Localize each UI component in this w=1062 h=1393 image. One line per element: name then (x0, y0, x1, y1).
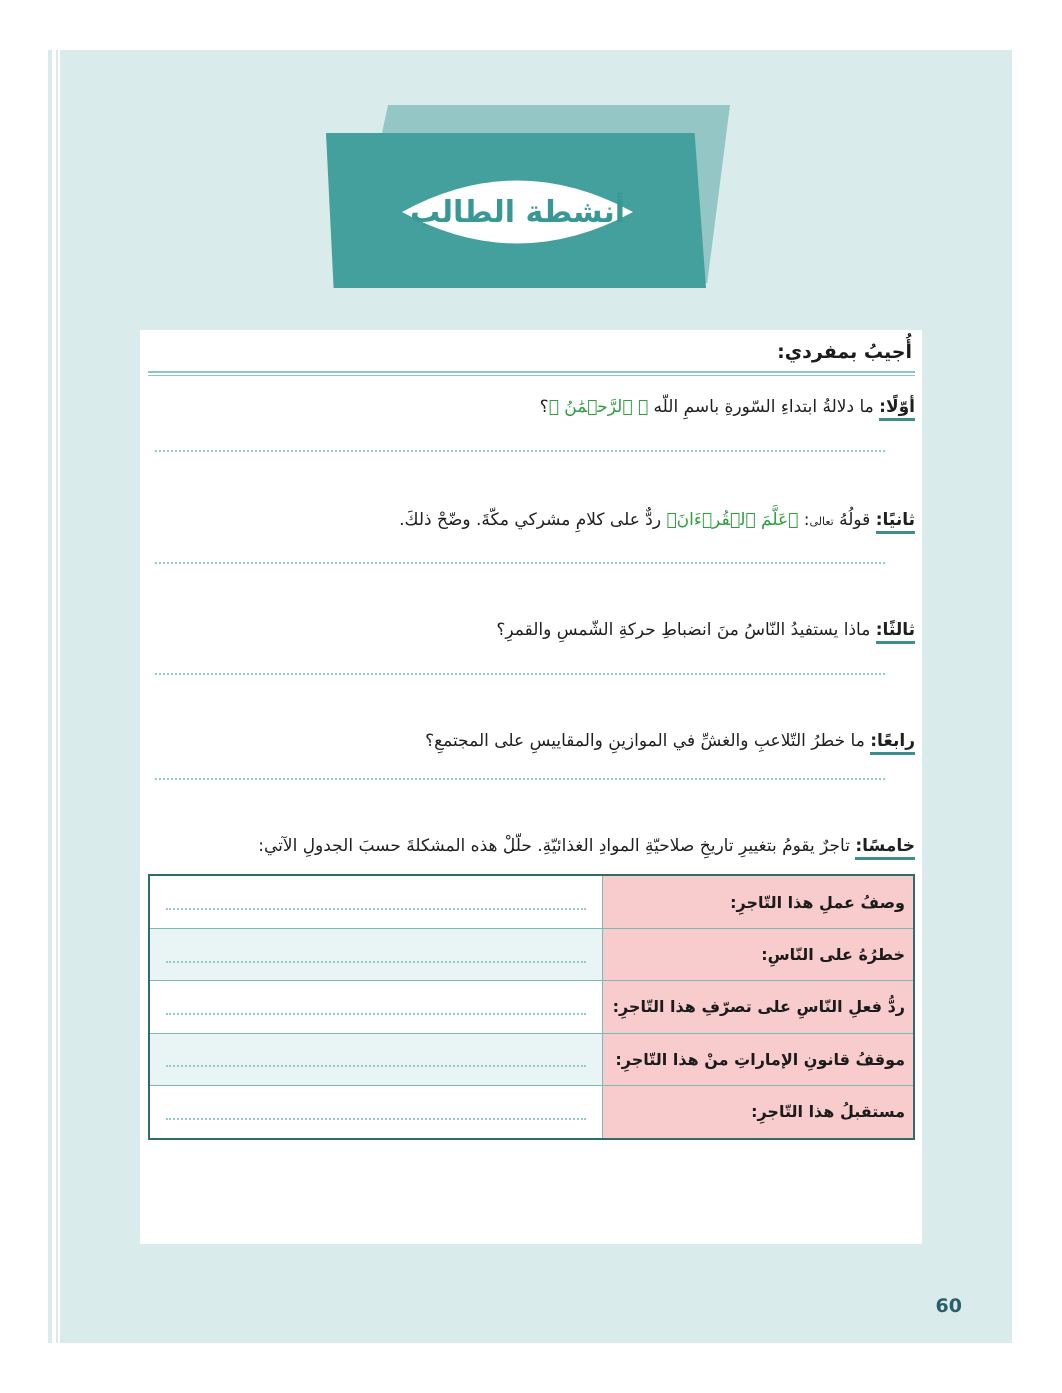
table-row-label: وصفُ عملِ هذا التّاجرِ: (603, 875, 915, 929)
question-number: رابعًا: (870, 731, 915, 755)
question-text: تاجرٌ يقومُ بتغييرِ تاريخِ صلاحيّةِ الموادِ الغذائيّةِ. حلّلْ هذه المشكلةَ حسبَ الجدولِ الآتي: (258, 836, 856, 856)
answer-line-4[interactable] (155, 778, 885, 780)
table-answer-cell[interactable] (149, 1033, 603, 1085)
honorific: تعالى (809, 515, 834, 528)
heading-divider (148, 375, 915, 376)
table-row (149, 1033, 914, 1085)
banner-title: أنشطة الطالب (410, 194, 625, 230)
answer-dotted-line (166, 1118, 586, 1120)
page-edge-stripe (56, 50, 58, 1343)
table-row-label: خطرُهُ على النّاسِ: (603, 929, 915, 981)
table-row-label: موقفُ قانونِ الإماراتِ منْ هذا التّاجرِ: (603, 1033, 915, 1085)
page-number: 60 (935, 1295, 962, 1317)
answer-dotted-line (166, 908, 586, 910)
question-text: قولُهُ (833, 510, 876, 530)
question-text: ردٌّ على كلامِ مشركي مكّةَ. وضّحْ ذلكَ. (399, 510, 667, 530)
answer-dotted-line (166, 1013, 586, 1015)
quran-verse: ﴿عَلَّمَ ٱلۡقُرۡءَانَ﴾ (666, 510, 799, 530)
answer-line-1[interactable] (155, 450, 885, 452)
table-answer-cell[interactable] (149, 929, 603, 981)
question-4 (425, 731, 915, 751)
question-number: ثالثًا: (876, 620, 915, 644)
question-text: ما دلالةُ ابتداءِ السّورةِ باسمِ اللّه (648, 397, 880, 417)
question-text: ما خطرُ التّلاعبِ والغشِّ في الموازينِ والمقاييسِ على المجتمعِ؟ (425, 731, 871, 751)
question-text: ؟ (539, 397, 549, 417)
table-row-label: ردُّ فعلِ النّاسِ على تصرّفِ هذا التّاجرِ: (603, 981, 915, 1033)
question-text: : (798, 510, 810, 530)
question-number: أوّلًا: (879, 397, 915, 421)
activities-banner (320, 105, 740, 295)
question-2 (399, 510, 915, 530)
answer-line-3[interactable] (155, 673, 885, 675)
table-row (149, 1085, 914, 1139)
question-number: ثانيًا: (876, 510, 915, 534)
question-1 (540, 397, 915, 417)
table-answer-cell[interactable] (149, 1085, 603, 1139)
table-row (149, 981, 914, 1033)
question-3 (496, 620, 915, 640)
section-heading: أُجيبُ بمفردي: (777, 341, 912, 363)
answer-dotted-line (166, 961, 586, 963)
table-row (149, 875, 914, 929)
page-edge-stripe (48, 50, 52, 1343)
quran-verse: ﴿ ٱلرَّحۡمَٰنُ ﴾ (548, 397, 649, 417)
heading-divider (148, 371, 915, 373)
answer-dotted-line (166, 1065, 586, 1067)
answer-line-2[interactable] (155, 562, 885, 564)
analysis-table (148, 874, 915, 1140)
question-5 (258, 836, 915, 856)
table-answer-cell[interactable] (149, 981, 603, 1033)
question-number: خامسًا: (855, 836, 915, 860)
table-answer-cell[interactable] (149, 875, 603, 929)
table-row-label: مستقبلُ هذا التّاجرِ: (603, 1085, 915, 1139)
question-text: ماذا يستفيدُ النّاسُ منَ انضباطِ حركةِ الشّمسِ والقمرِ؟ (496, 620, 876, 640)
table-row (149, 929, 914, 981)
